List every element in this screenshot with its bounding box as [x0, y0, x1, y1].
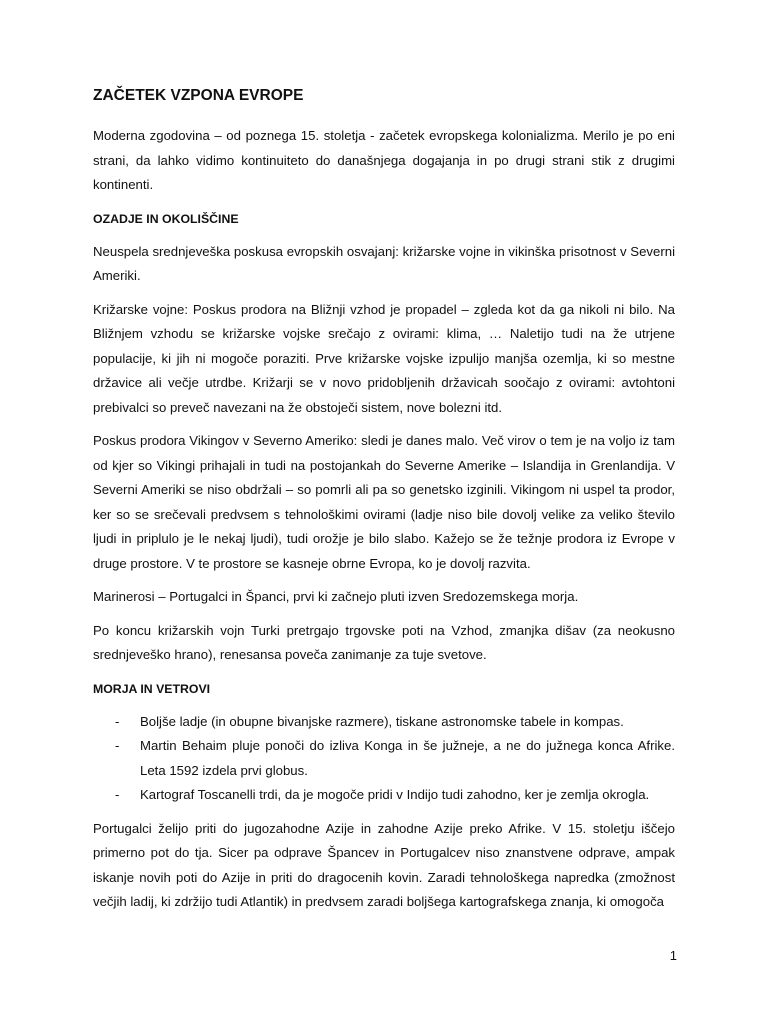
bullet-dash: -	[115, 787, 120, 802]
list-item-text: Kartograf Toscanelli trdi, da je mogoče pridi v Indijo tudi zahodno, ker je zemlja okrogla.	[140, 787, 650, 802]
paragraph-failed-conquests: Neuspela srednjeveška poskusa evropskih osvajanj: križarske vojne in vikinška prisotnost v Severni Ameriki.	[93, 243, 675, 283]
list-item-text: Martin Behaim pluje ponoči do izliva Konga in še južneje, a ne do južnega konca Afrike. Leta 1592 izdela prvi globus.	[140, 738, 675, 778]
paragraph-after-crusades: Po koncu križarskih vojn Turki pretrgajo trgovske poti na Vzhod, zmanjka dišav (za neokusno srednjeveško hrano), renesansa poveča zanimanje za tuje svetove.	[93, 622, 675, 662]
paragraph-portuguese: Portugalci želijo priti do jugozahodne Azije in zahodne Azije preko Afrike. V 15. stoletju iščejo primerno pot do tja. Sicer pa odprave Špancev in Portugalcev niso znanstvene odprave, ampak iskanje novih poti do Azije in priti do dragocenih kovin. Zaradi tehnološkega napredka (zmožnost večjih ladij, ki zdržijo tudi Atlantik) in predvsem zaradi boljšega kartografskega znanja, ki omogoča	[93, 820, 675, 909]
document-title: ZAČETEK VZPONA EVROPE	[93, 87, 304, 104]
list-item	[93, 710, 675, 735]
paragraph-vikings: Poskus prodora Vikingov v Severno Ameriko: sledi je danes malo. Več virov o tem je na voljo iz tam od kjer so Vikingi prihajali in tudi na postojankah do Severne Amerike – Islandija in Grenlandija. V Severni Ameriki se niso obdržali – so pomrli ali pa so genetsko izginili. Vikingom ni uspel ta prodor, ker so se srečevali predvsem s tehnološkimi ovirami (ladje niso bile dovolj velike za veliko število ljudi in priplulo je le nekaj ljudi), tudi orožje je bilo slabo. Kažejo se že težnje prodora iz Evrope v druge prostore. V te prostore se kasneje obrne Evropa, ko je dovolj razvita.	[93, 433, 675, 571]
paragraph-marinerosi: Marinerosi – Portugalci in Španci, prvi ki začnejo pluti izven Sredozemskega morja.	[93, 589, 579, 604]
section-heading-background: OZADJE IN OKOLIŠČINE	[93, 211, 239, 226]
bullet-dash: -	[115, 738, 120, 753]
list-item	[93, 734, 675, 783]
bullet-dash: -	[115, 713, 120, 729]
intro-paragraph: Moderna zgodovina – od poznega 15. stoletja - začetek evropskega kolonializma. Merilo je po eni strani, da lahko vidimo kontinuiteto do današnjega dogajanja in po drugi strani stik z drugimi kontinenti.	[93, 128, 675, 192]
paragraph-crusades: Križarske vojne: Poskus prodora na Bližnji vzhod je propadel – zgleda kot da ga nikoli ni bilo. Na Bližnjem vzhodu se križarske vojske srečajo z ovirami: klima, … Naletijo tudi na že utrjene populacije, ki jih ni mogoče poraziti. Prve križarske vojske izpulijo manjša ozemlja, ki so mestne državice ali večje utrdbe. Križarji se v novo pridobljenih državicah soočajo z ovirami: avtohtoni prebivalci so preveč navezani na že obstoječi sistem, nove bolezni itd.	[93, 301, 675, 415]
section-heading-seas-winds: MORJA IN VETROVI	[93, 681, 211, 696]
list-item	[93, 783, 675, 808]
list-item-text: Boljše ladje (in obupne bivanjske razmere), tiskane astronomske tabele in kompas.	[140, 713, 624, 729]
page-number: 1	[669, 948, 677, 963]
bullet-list	[93, 710, 675, 808]
